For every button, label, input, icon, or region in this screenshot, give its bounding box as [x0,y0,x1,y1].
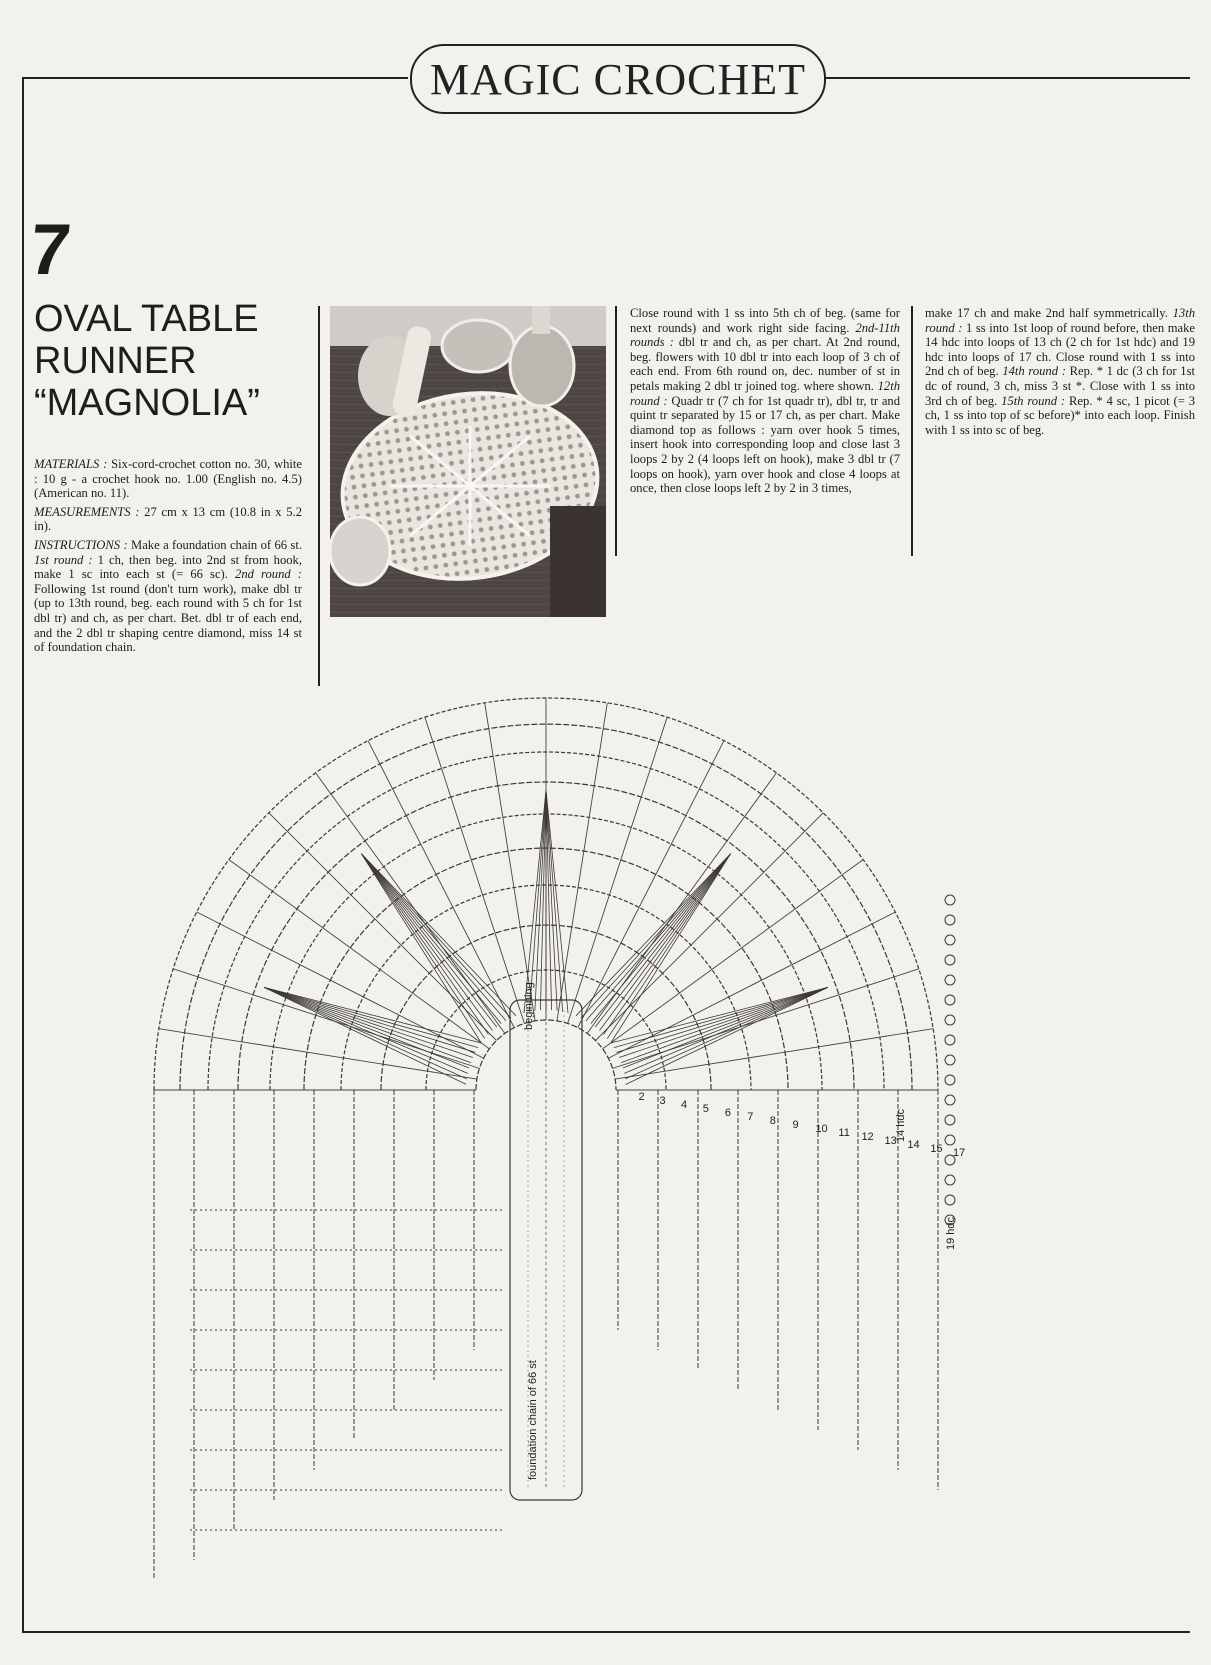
hdc-19-label: 19 hdc [945,1216,957,1250]
petal-stitch [619,987,828,1057]
hdc-14-label: 14 hdc [895,1108,907,1142]
picot [945,935,955,945]
picot [945,1175,955,1185]
chart-stitch [557,703,607,1021]
page-border-bottom [22,1631,1190,1633]
petal-stitch [611,987,828,1043]
pattern-number: 7 [25,210,75,290]
round-label: 2nd-11th rounds : [630,320,900,350]
petal-stitch [546,790,557,1011]
round-label: 15th round : [1001,393,1066,408]
title-line: OVAL TABLE [34,298,259,340]
picot [945,1115,955,1125]
chart-stitch [615,1029,933,1079]
column-divider [911,306,913,556]
petal-stitch [617,987,828,1052]
instructions-label: INSTRUCTIONS : [34,537,128,552]
measurements-label: MEASUREMENTS : [34,504,140,519]
petal-stitch [264,987,475,1052]
petal-stitch [264,987,481,1043]
round-number: 9 [792,1119,799,1131]
round-number: 11 [838,1127,850,1139]
crochet-chart [150,670,1070,1600]
round-number: 10 [815,1123,828,1135]
pattern-title [34,298,324,424]
round-number: 17 [953,1147,966,1159]
petal-stitch [591,854,731,1024]
round-label: 2nd round : [235,567,302,582]
instructions-text: Quadr tr (7 ch for 1st quadr tr), dbl tr, tr and quint tr separated by 15 or 17 ch, as per chart. Make diamond top as follows : yarn over hook 5 times, insert hook into corresponding loop and close last 3 loops 2 by 2 (4 loops left on hook), make 3 dbl tr (7 loops on hook), yarn over hook and close 4 loops at once, then close loops left 2 by 2 in 3 times, [630,393,900,496]
instructions-text: 1 ss into 1st loop of round before, then make 14 hdc into loops of 13 ch (2 ch for 1st hdc) and 19 hdc into loops of 17 ch. Close round with 1 ss into 2nd ch of beg. [925,320,1196,379]
product-photo [330,306,606,617]
top-rule-left [22,77,408,79]
petal-stitch [546,790,568,1013]
text-column-2 [630,306,900,500]
picot [945,995,955,1005]
picot [945,1135,955,1145]
chart-stitch [587,773,776,1034]
chart-stitch [603,860,864,1049]
text-column-1 [34,457,302,659]
instructions-text: dbl tr and ch, as per chart. At 2nd round, beg. flowers with 10 dbl tr into each loop of 3 ch of each end. From 6th round on, dec. number of st in petals making 2 dbl tr joined tog. where shown. [630,335,900,393]
round-label: 12th round : [630,378,900,408]
petal-stitch [264,987,473,1057]
round-number: 5 [702,1103,709,1115]
picot [945,1035,955,1045]
picot [945,1015,955,1025]
round-number: 3 [659,1095,666,1107]
round-label: 1st round : [34,552,93,567]
instructions-text: Rep. * 1 dc (3 ch for 1st dc of round, 3 ch, miss 3 st *. Close with 1 ss into 3rd ch of beg. [925,364,1195,408]
chart-stitch [316,773,505,1034]
round-number: 4 [680,1099,688,1111]
round-number: 6 [724,1107,731,1119]
round-number: 15 [930,1143,943,1155]
chart-stitch [159,1029,477,1079]
materials-label: MATERIALS : [34,457,108,471]
round-label: 14th round : [1002,364,1066,379]
chart-stitch [613,969,919,1069]
picot [945,1075,955,1085]
round-number: 14 [907,1139,920,1151]
petal-stitch [361,854,516,1016]
picot [945,895,955,905]
picot [945,915,955,925]
title-line: RUNNER [34,340,197,382]
picot [945,1055,955,1065]
picot [945,1095,955,1105]
top-rule-right [822,77,1190,79]
instructions-text: make 17 ch and make 2nd half symmetrically. [925,306,1168,320]
chart-stitch [173,969,479,1069]
petal-stitch [623,987,828,1068]
petal-stitch [524,790,546,1013]
title-line: “MAGNOLIA” [34,382,260,424]
instructions-text: Close round with 1 ss into 5th ch of beg. (same for next rounds) and work right side facing. [630,306,900,335]
petal-stitch [264,987,468,1073]
round-number: 12 [861,1131,874,1143]
instructions-text: Rep. * 4 sc, 1 picot (= 3 ch, 1 ss into top of sc before)* into each loop. Finish with 1 ss into sc of beg. [925,393,1195,437]
petal-stitch [264,987,469,1068]
round-label: 13th round : [925,306,1196,335]
instructions-text: Following 1st round (don't turn work), make dbl tr (up to 13th round, beg. each round with 5 ch for 1st dbl tr) and ch, as per chart. Bet. dbl tr of each end, and the 2 dbl tr shaping centre diamond, miss 14 st of foundation chain. [34,581,302,655]
beginning-label: beginning [523,982,535,1030]
round-number: 7 [747,1111,754,1123]
instructions-text: Make a foundation chain of 66 st. [131,537,302,552]
measurements-text: 27 cm x 13 cm (10.8 in x 5.2 in). [34,504,303,534]
instructions-text: 1 ch, then beg. into 2nd st from hook, make 1 sc into each st (= 66 sc). [34,552,302,582]
picot [945,975,955,985]
chart-stitch [485,703,535,1021]
chart-stitch [229,860,490,1049]
petal-stitch [624,987,828,1073]
petal-stitch [576,854,731,1016]
round-number: 8 [769,1115,776,1127]
picot [945,1155,955,1165]
column-divider [615,306,617,556]
column-divider [318,306,320,686]
foundation-chain-label: foundation chain of 66 st [527,1360,539,1480]
petal-stitch [264,987,467,1078]
picot [945,955,955,965]
round-number: 13 [884,1135,897,1147]
page-border-left [22,77,24,1632]
round-number: 2 [638,1091,645,1103]
petal-stitch [625,987,828,1078]
materials-text: Six-cord-crochet cotton no. 30, white : 10 g - a crochet hook no. 1.00 (English no. 4.5) (American no. 11). [34,457,302,501]
petal-stitch [361,854,501,1024]
masthead: MAGIC CROCHET [410,44,826,114]
petal-stitch [535,790,546,1011]
picot [945,1195,955,1205]
petal-stitch [611,854,731,1043]
text-column-3 [925,306,1195,441]
